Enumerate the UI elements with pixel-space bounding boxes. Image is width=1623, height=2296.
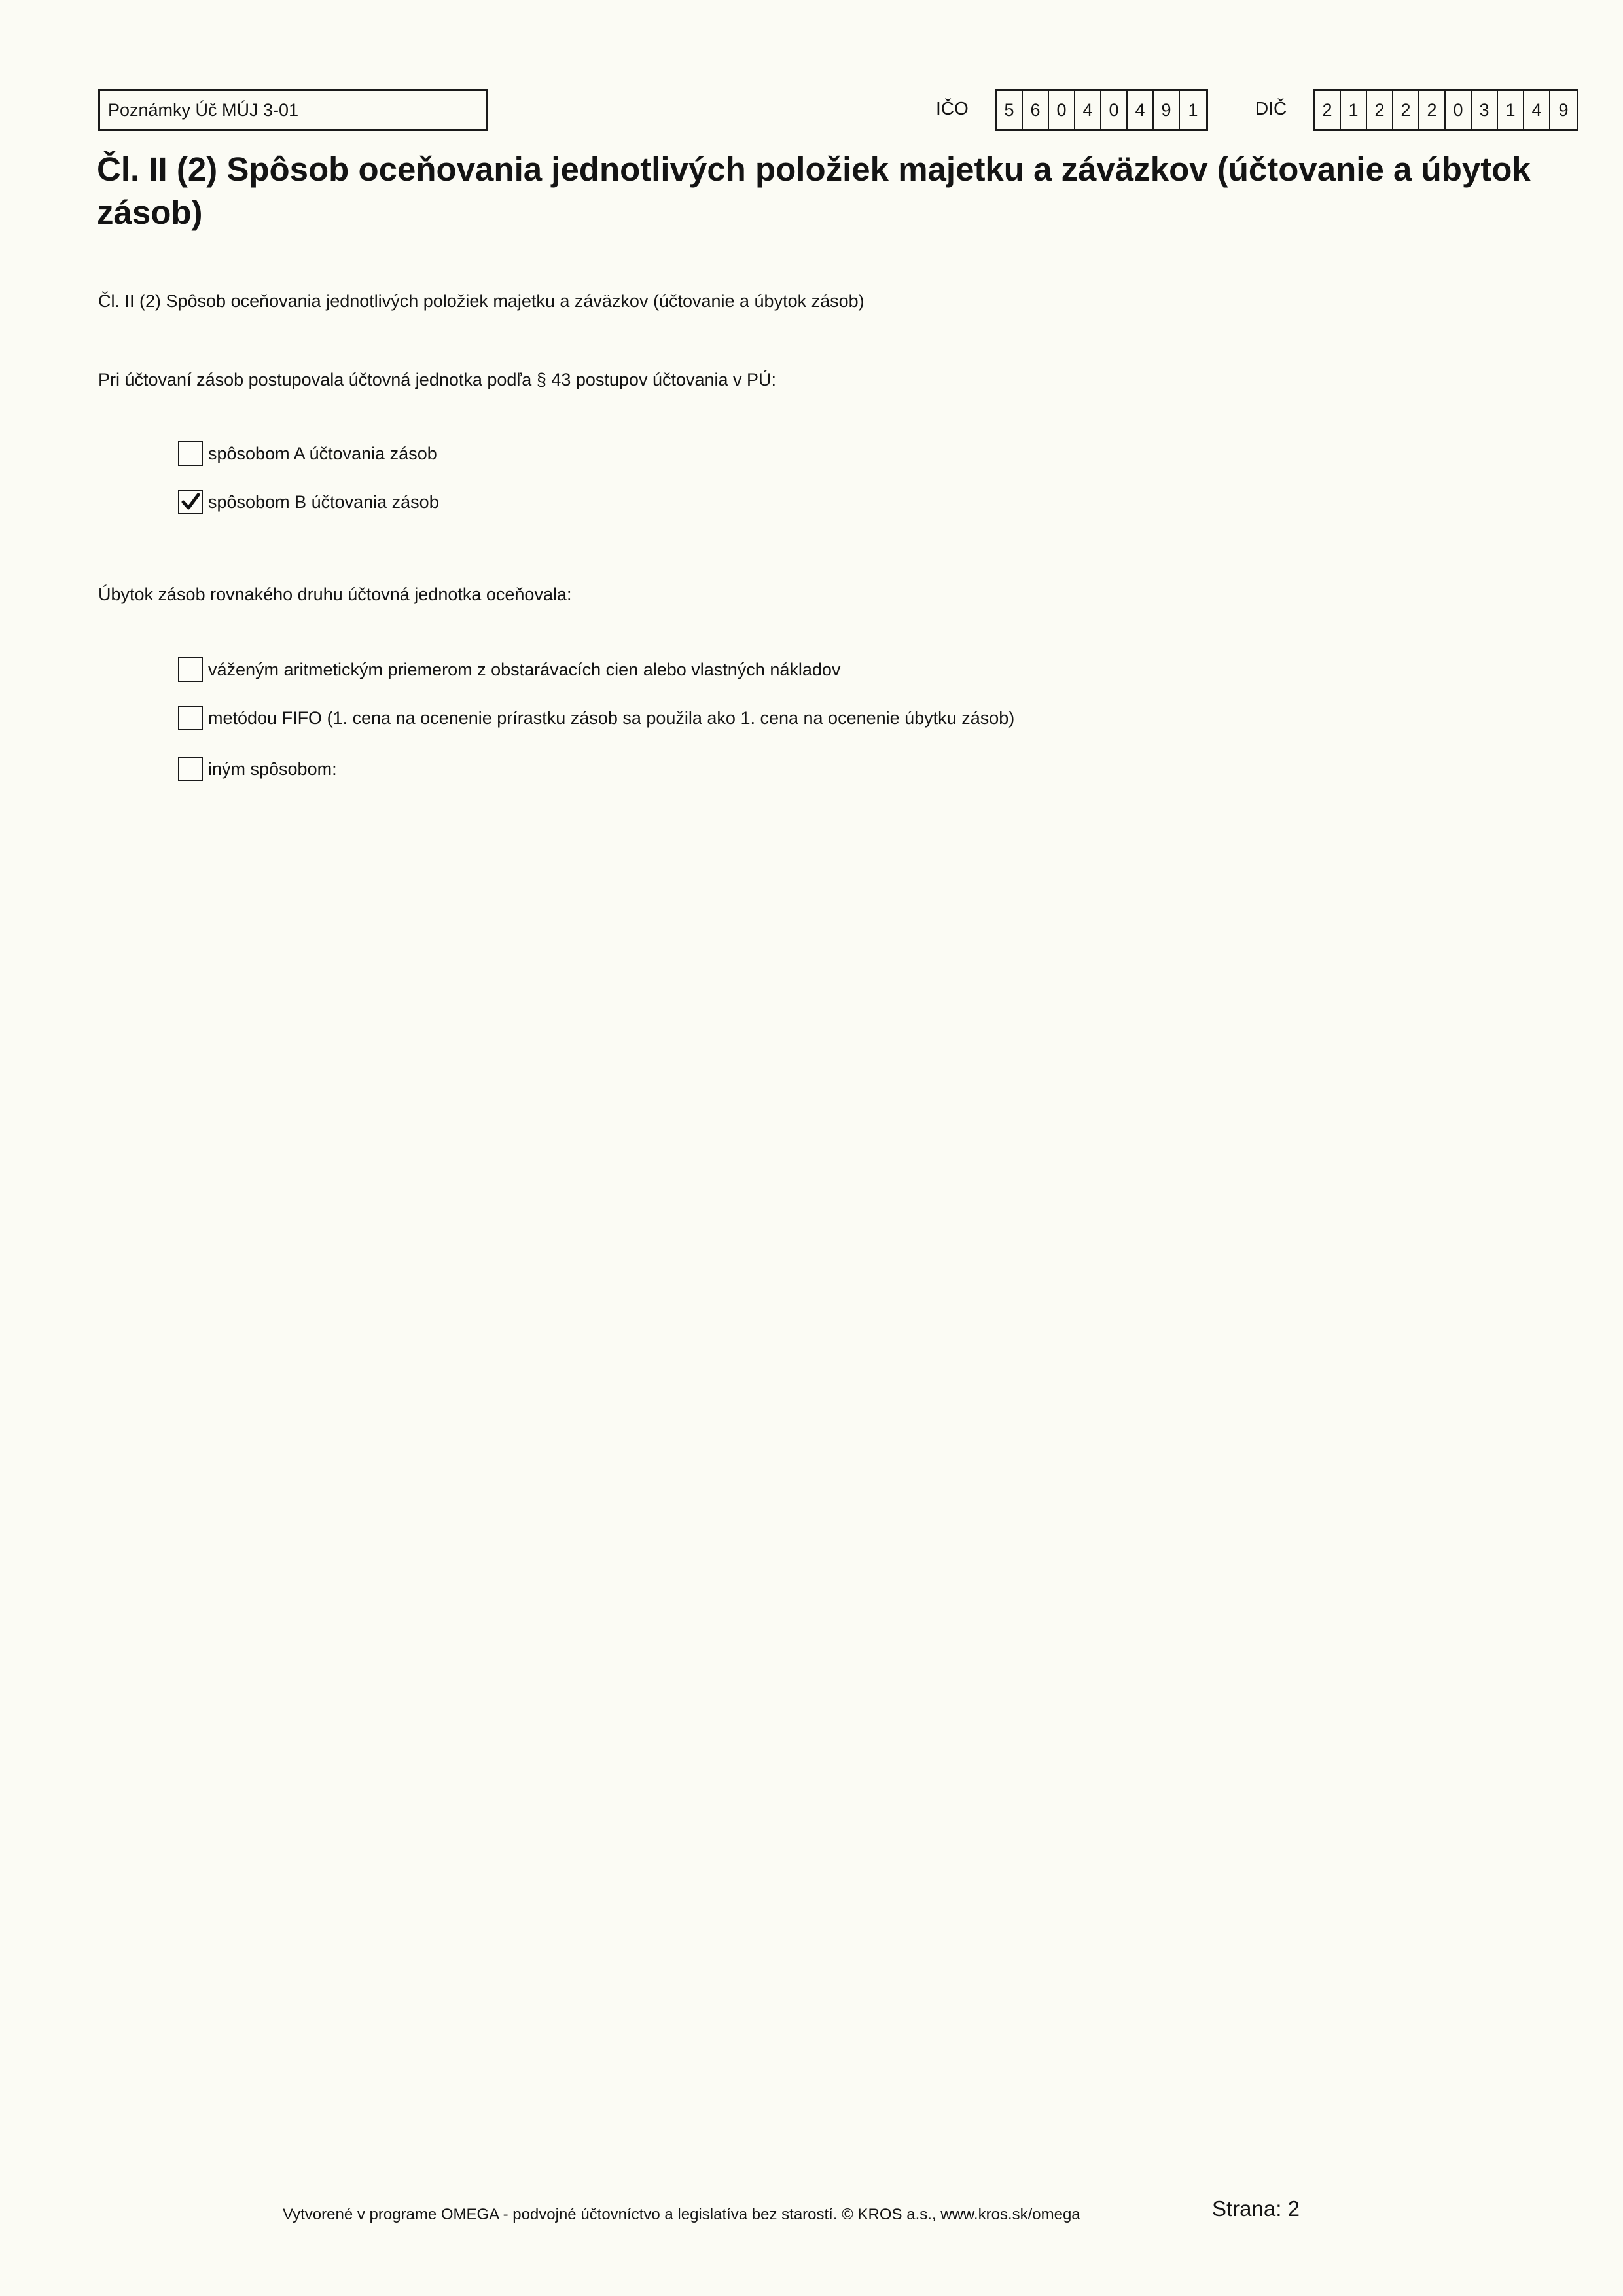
option-fifo[interactable] xyxy=(178,706,1014,730)
ico-digit: 1 xyxy=(1188,100,1198,120)
form-label-box xyxy=(98,89,488,131)
dic-digit: 2 xyxy=(1419,91,1446,129)
dic-digit-boxes[interactable] xyxy=(1313,89,1578,131)
option-label: iným spôsobom: xyxy=(208,759,337,779)
dic-digit: 2 xyxy=(1393,91,1419,129)
dic-digit: 3 xyxy=(1472,91,1498,129)
fifo-checkbox[interactable] xyxy=(178,706,203,730)
valuation-question: Úbytok zásob rovnakého druhu účtovná jednotka oceňovala: xyxy=(98,584,572,604)
section-subheading: Čl. II (2) Spôsob oceňovania jednotlivých položiek majetku a záväzkov (účtovanie a úbytok zásob) xyxy=(98,291,865,311)
page-number: Strana: 2 xyxy=(1212,2197,1300,2221)
option-method-b[interactable] xyxy=(178,490,439,514)
dic-digit: 2 xyxy=(1367,91,1393,129)
checkmark-icon xyxy=(179,491,202,513)
ico-digit: 0 xyxy=(1049,91,1075,129)
form-label: Poznámky Úč MÚJ 3-01 xyxy=(108,100,299,120)
option-label: metódou FIFO (1. cena na ocenenie prírastku zásob sa použila ako 1. cena na ocenenie úbytku zásob) xyxy=(208,708,1015,728)
dic-digit: 1 xyxy=(1341,91,1367,129)
ico-digit: 9 xyxy=(1154,91,1180,129)
ico-label: IČO xyxy=(936,98,969,118)
page-title: Čl. II (2) Spôsob oceňovania jednotlivých položiek majetku a záväzkov (účtovanie a úbytok zásob) xyxy=(97,151,1531,231)
ico-digit-boxes[interactable] xyxy=(995,89,1208,131)
ico-digit: 5 xyxy=(997,91,1023,129)
dic-digit: 9 xyxy=(1558,100,1569,120)
method-b-checkbox[interactable] xyxy=(178,490,203,514)
dic-label: DIČ xyxy=(1255,98,1287,118)
ico-digit: 0 xyxy=(1101,91,1128,129)
option-label: váženým aritmetickým priemerom z obstarávacích cien alebo vlastných nákladov xyxy=(208,659,841,679)
ico-digit: 4 xyxy=(1075,91,1101,129)
method-question: Pri účtovaní zásob postupovala účtovná jednotka podľa § 43 postupov účtovania v PÚ: xyxy=(98,370,777,389)
dic-digit: 4 xyxy=(1524,91,1550,129)
footer-credit: Vytvorené v programe OMEGA - podvojné účtovníctvo a legislatíva bez starostí. © KROS a.s., www.kros.sk/omega xyxy=(283,2206,1080,2223)
option-label: spôsobom B účtovania zásob xyxy=(208,492,439,512)
option-label: spôsobom A účtovania zásob xyxy=(208,443,437,463)
dic-digit: 2 xyxy=(1315,91,1341,129)
weighted-average-checkbox[interactable] xyxy=(178,657,203,682)
option-weighted-average[interactable] xyxy=(178,657,840,682)
dic-digit: 1 xyxy=(1498,91,1524,129)
option-other-method[interactable] xyxy=(178,757,337,781)
method-a-checkbox[interactable] xyxy=(178,441,203,466)
dic-digit: 0 xyxy=(1446,91,1472,129)
ico-digit: 4 xyxy=(1128,91,1154,129)
option-method-a[interactable] xyxy=(178,441,437,466)
other-method-checkbox[interactable] xyxy=(178,757,203,781)
ico-digit: 6 xyxy=(1023,91,1049,129)
